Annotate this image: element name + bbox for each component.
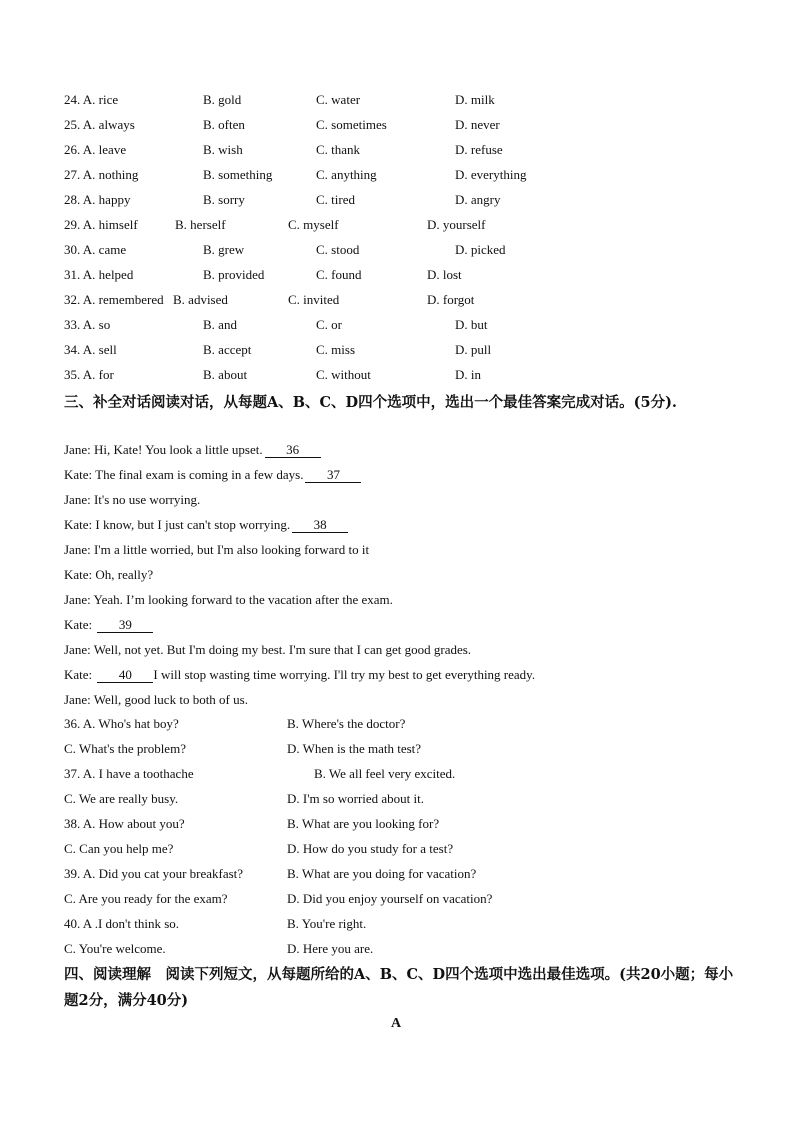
option-c: C. tired: [316, 192, 355, 207]
option-b: B. provided: [203, 267, 265, 282]
option-right: D. How do you study for a test?: [287, 841, 454, 856]
option-b: B. and: [203, 317, 237, 332]
option-a: 27. A. nothing: [64, 167, 139, 182]
option-left: C. Can you help me?: [64, 841, 174, 856]
option-d: D. forgot: [427, 292, 475, 307]
answer-blank: 40: [97, 668, 153, 683]
option-d: D. pull: [455, 342, 492, 357]
dialog-line: [64, 567, 153, 583]
option-a: 31. A. helped: [64, 267, 134, 282]
dialog-text: Jane: Hi, Kate! You look a little upset.: [64, 442, 263, 457]
option-a: 33. A. so: [64, 317, 111, 332]
passage-label: A: [391, 1016, 402, 1031]
option-d: D. in: [455, 367, 481, 382]
option-left: 37. A. I have a toothache: [64, 766, 194, 781]
option-c: C. water: [316, 92, 361, 107]
dialog-line: [64, 692, 248, 708]
dialog-text: Kate:: [64, 617, 96, 632]
dialog-text: Jane: Well, not yet. But I'm doing my best. I'm sure that I can get good grades.: [64, 642, 472, 657]
option-left: C. We are really busy.: [64, 791, 179, 806]
option-right: D. I'm so worried about it.: [287, 791, 425, 806]
dialog-line: [64, 667, 535, 683]
dialog-text: Kate: I know, but I just can't stop worrying.: [64, 517, 291, 532]
dialog-text: Kate:: [64, 667, 96, 682]
option-d: D. milk: [455, 92, 495, 107]
option-right: B. Where's the doctor?: [287, 716, 406, 731]
option-right: B. You're right.: [287, 916, 367, 931]
option-a: 32. A. remembered: [64, 292, 164, 307]
option-a: 34. A. sell: [64, 342, 117, 357]
option-b: B. often: [203, 117, 245, 132]
option-b: B. about: [203, 367, 248, 382]
option-right: B. What are you doing for vacation?: [287, 866, 477, 881]
option-left: 40. A .I don't think so.: [64, 916, 180, 931]
dialog-line: [64, 592, 393, 608]
option-right: D. Did you enjoy yourself on vacation?: [287, 891, 493, 906]
dialog-text: Kate: The final exam is coming in a few days.: [64, 467, 304, 482]
option-c: C. invited: [288, 292, 340, 307]
answer-blank: 37: [305, 468, 361, 483]
option-d: D. picked: [455, 242, 506, 257]
option-a: 35. A. for: [64, 367, 114, 382]
option-c: C. myself: [288, 217, 339, 232]
option-c: C. found: [316, 267, 362, 282]
dialog-text: Jane: It's no use worrying.: [64, 492, 201, 507]
option-d: D. never: [455, 117, 500, 132]
option-right: D. When is the math test?: [287, 741, 422, 756]
dialog-text: Jane: Yeah. I’m looking forward to the vacation after the exam.: [64, 592, 393, 607]
answer-blank: 36: [265, 443, 321, 458]
dialog-line: [64, 517, 348, 533]
option-b: B. advised: [173, 292, 228, 307]
option-left: 36. A. Who's hat boy?: [64, 716, 179, 731]
dialog-text: Kate: Oh, really?: [64, 567, 154, 582]
dialog-text: Jane: Well, good luck to both of us.: [64, 692, 248, 707]
option-d: D. lost: [427, 267, 462, 282]
dialog-text-after: I will stop wasting time worrying. I'll try my best to get everything ready.: [153, 667, 536, 682]
option-b: B. herself: [175, 217, 226, 232]
option-left: C. You're welcome.: [64, 941, 166, 956]
option-c: C. sometimes: [316, 117, 387, 132]
option-c: C. miss: [316, 342, 356, 357]
option-right: B. What are you looking for?: [287, 816, 440, 831]
dialog-line: [64, 542, 369, 558]
answer-blank: 38: [292, 518, 348, 533]
section-3-heading: 三、补全对话阅读对话，从每题A、B、C、D四个选项中，选出一个最佳答案完成对话。(5分).: [64, 394, 677, 411]
option-c: C. anything: [316, 167, 377, 182]
option-a: 26. A. leave: [64, 142, 127, 157]
dialog-text: Jane: I'm a little worried, but I'm also looking forward to it: [64, 542, 370, 557]
dialog-line: [64, 492, 200, 508]
option-a: 25. A. always: [64, 117, 135, 132]
option-a: 29. A. himself: [64, 217, 138, 232]
option-left: 39. A. Did you cat your breakfast?: [64, 866, 244, 881]
option-c: C. or: [316, 317, 342, 332]
option-c: C. thank: [316, 142, 361, 157]
option-a: 28. A. happy: [64, 192, 131, 207]
option-a: 24. A. rice: [64, 92, 119, 107]
option-left: 38. A. How about you?: [64, 816, 185, 831]
option-b: B. something: [203, 167, 273, 182]
option-b: B. accept: [203, 342, 252, 357]
option-d: D. but: [455, 317, 488, 332]
option-d: D. everything: [455, 167, 527, 182]
option-c: C. stood: [316, 242, 360, 257]
dialog-line: [64, 467, 361, 483]
option-a: 30. A. came: [64, 242, 127, 257]
option-b: B. wish: [203, 142, 243, 157]
option-d: D. yourself: [427, 217, 486, 232]
dialog-line: [64, 617, 153, 633]
option-b: B. grew: [203, 242, 245, 257]
option-right: B. We all feel very excited.: [314, 766, 456, 781]
option-d: D. refuse: [455, 142, 503, 157]
dialog-line: [64, 442, 321, 458]
option-left: C. Are you ready for the exam?: [64, 891, 228, 906]
option-b: B. gold: [203, 92, 242, 107]
option-d: D. angry: [455, 192, 501, 207]
answer-blank: 39: [97, 618, 153, 633]
option-left: C. What's the problem?: [64, 741, 186, 756]
option-c: C. without: [316, 367, 371, 382]
option-b: B. sorry: [203, 192, 245, 207]
dialog-line: [64, 642, 471, 658]
section-4-heading: 四、阅读理解 阅读下列短文，从每题所给的A、B、C、D四个选项中选出最佳选项。(共20小题；每小题2分，满分40分): [64, 966, 734, 1009]
option-right: D. Here you are.: [287, 941, 374, 956]
